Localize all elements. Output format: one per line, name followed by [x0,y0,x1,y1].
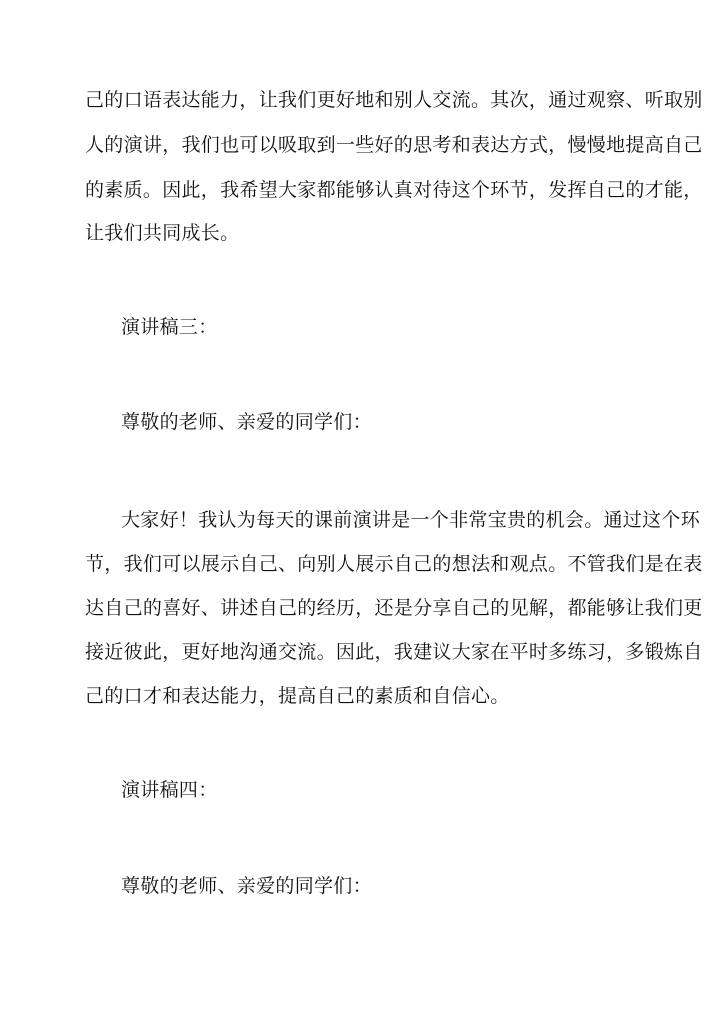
speech-3-title: 演讲稿三： [121,316,218,338]
speech-3-greeting: 尊敬的老师、亲爱的同学们： [121,411,372,433]
speech-4-title: 演讲稿四： [121,779,218,801]
paragraph-line: 大家好！我认为每天的课前演讲是一个非常宝贵的机会。通过这个环 [121,509,701,531]
paragraph-line: 接近彼此，更好地沟通交流。因此，我建议大家在平时多练习，多锻炼自 [85,641,703,663]
paragraph-line: 的素质。因此，我希望大家都能够认真对待这个环节，发挥自己的才能， [85,179,703,201]
speech-4-greeting: 尊敬的老师、亲爱的同学们： [121,875,372,897]
paragraph-line: 让我们共同成长。 [85,222,240,244]
paragraph-line: 节，我们可以展示自己、向别人展示自己的想法和观点。不管我们是在表 [85,553,703,575]
paragraph-line: 己的口才和表达能力，提高自己的素质和自信心。 [85,685,510,707]
paragraph-line: 人的演讲，我们也可以吸取到一些好的思考和表达方式，慢慢地提高自己 [85,134,703,156]
paragraph-line: 达自己的喜好、讲述自己的经历，还是分享自己的见解，都能够让我们更 [85,597,703,619]
paragraph-line: 己的口语表达能力，让我们更好地和别人交流。其次，通过观察、听取别 [85,89,703,111]
